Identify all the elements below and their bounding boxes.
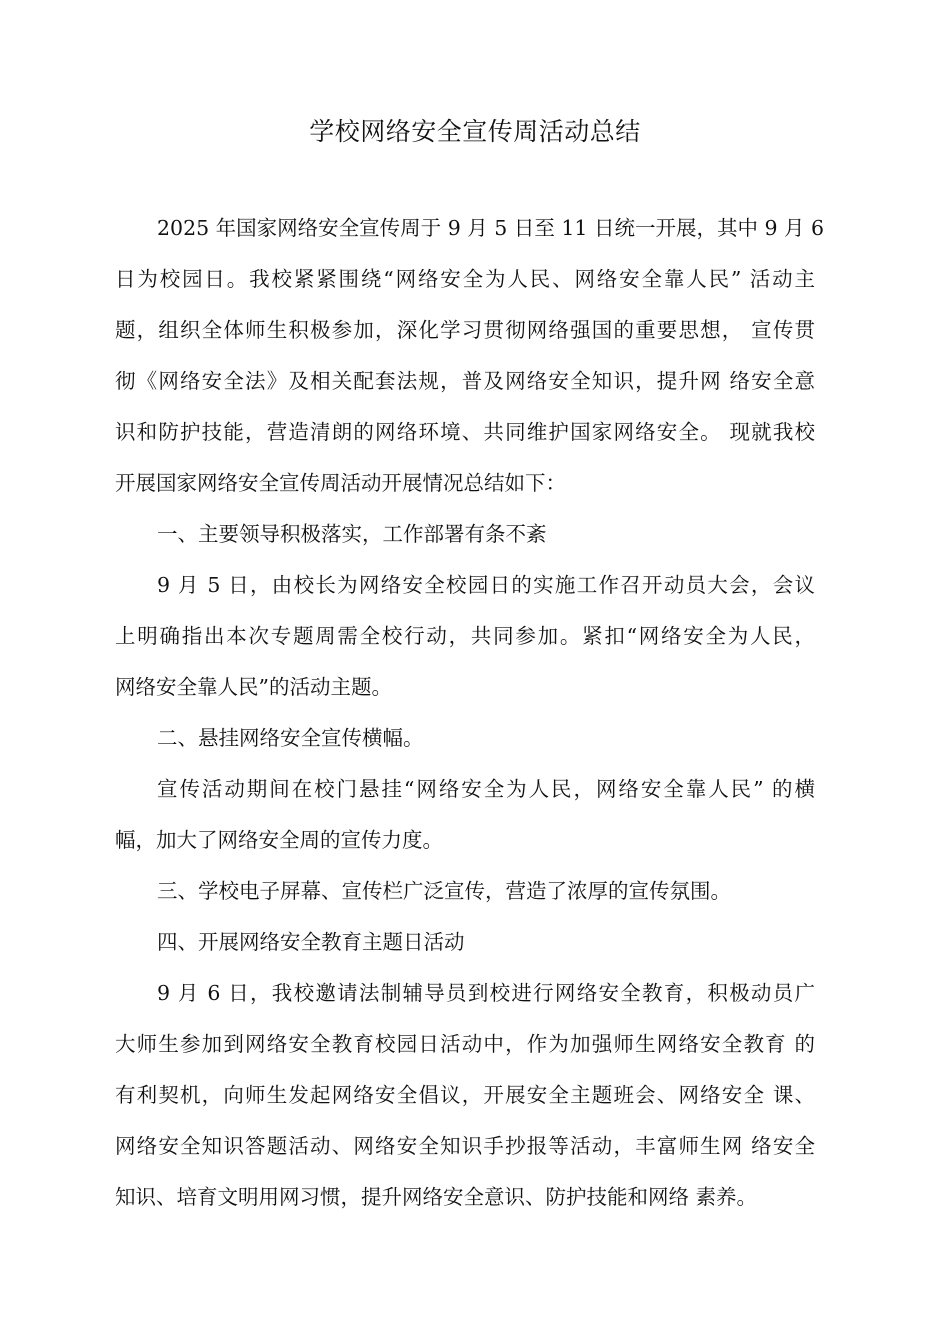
paragraph-line: 9 月 6 日，我校邀请法制辅导员到校进行网络安全教育，积极动员广 <box>157 981 815 1005</box>
paragraph-line: 题，组织全体师生积极参加，深化学习贯彻网络强国的重要思想， 宣传贯 <box>115 318 815 342</box>
paragraph-line: 大师生参加到网络安全教育校园日活动中，作为加强师生网络安全教育 的 <box>115 1032 815 1056</box>
paragraph-line: 知识、培育文明用网习惯，提升网络安全意识、防护技能和网络 素养。 <box>115 1185 758 1209</box>
paragraph-line: 识和防护技能，营造清朗的网络环境、共同维护国家网络安全。 现就我校 <box>115 420 815 444</box>
paragraph-line: 彻《网络安全法》及相关配套法规，普及网络安全知识，提升网 络安全意 <box>115 369 815 393</box>
paragraph-line: 网络安全知识答题活动、网络安全知识手抄报等活动，丰富师生网 络安全 <box>115 1134 815 1158</box>
section-heading: 三、学校电子屏幕、宣传栏广泛宣传，营造了浓厚的宣传氛围。 <box>157 879 731 903</box>
paragraph-line: 有利契机，向师生发起网络安全倡议，开展安全主题班会、网络安全 课、 <box>115 1083 815 1107</box>
section-heading: 四、开展网络安全教育主题日活动 <box>157 930 465 954</box>
paragraph-line: 宣传活动期间在校门悬挂“网络安全为人民，网络安全靠人民” 的横 <box>157 777 815 801</box>
paragraph-line: 9 月 5 日，由校长为网络安全校园日的实施工作召开动员大会，会议 <box>157 573 815 597</box>
paragraph-line: 网络安全靠人民”的活动主题。 <box>115 675 392 699</box>
paragraph-line: 2025 年国家网络安全宣传周于 9 月 5 日至 11 日统一开展，其中 9 月 6 <box>157 216 825 240</box>
section-heading: 二、悬挂网络安全宣传横幅。 <box>157 726 424 750</box>
document-title: 学校网络安全宣传周活动总结 <box>309 117 641 146</box>
section-heading: 一、主要领导积极落实，工作部署有条不紊 <box>157 522 547 546</box>
paragraph-line: 幅，加大了网络安全周的宣传力度。 <box>115 828 443 852</box>
paragraph-line: 日为校园日。我校紧紧围绕“网络安全为人民、网络安全靠人民” 活动主 <box>115 267 815 291</box>
paragraph-line: 开展国家网络安全宣传周活动开展情况总结如下： <box>115 471 566 495</box>
paragraph-line: 上明确指出本次专题周需全校行动，共同参加。紧扣“网络安全为人民， <box>115 624 815 648</box>
